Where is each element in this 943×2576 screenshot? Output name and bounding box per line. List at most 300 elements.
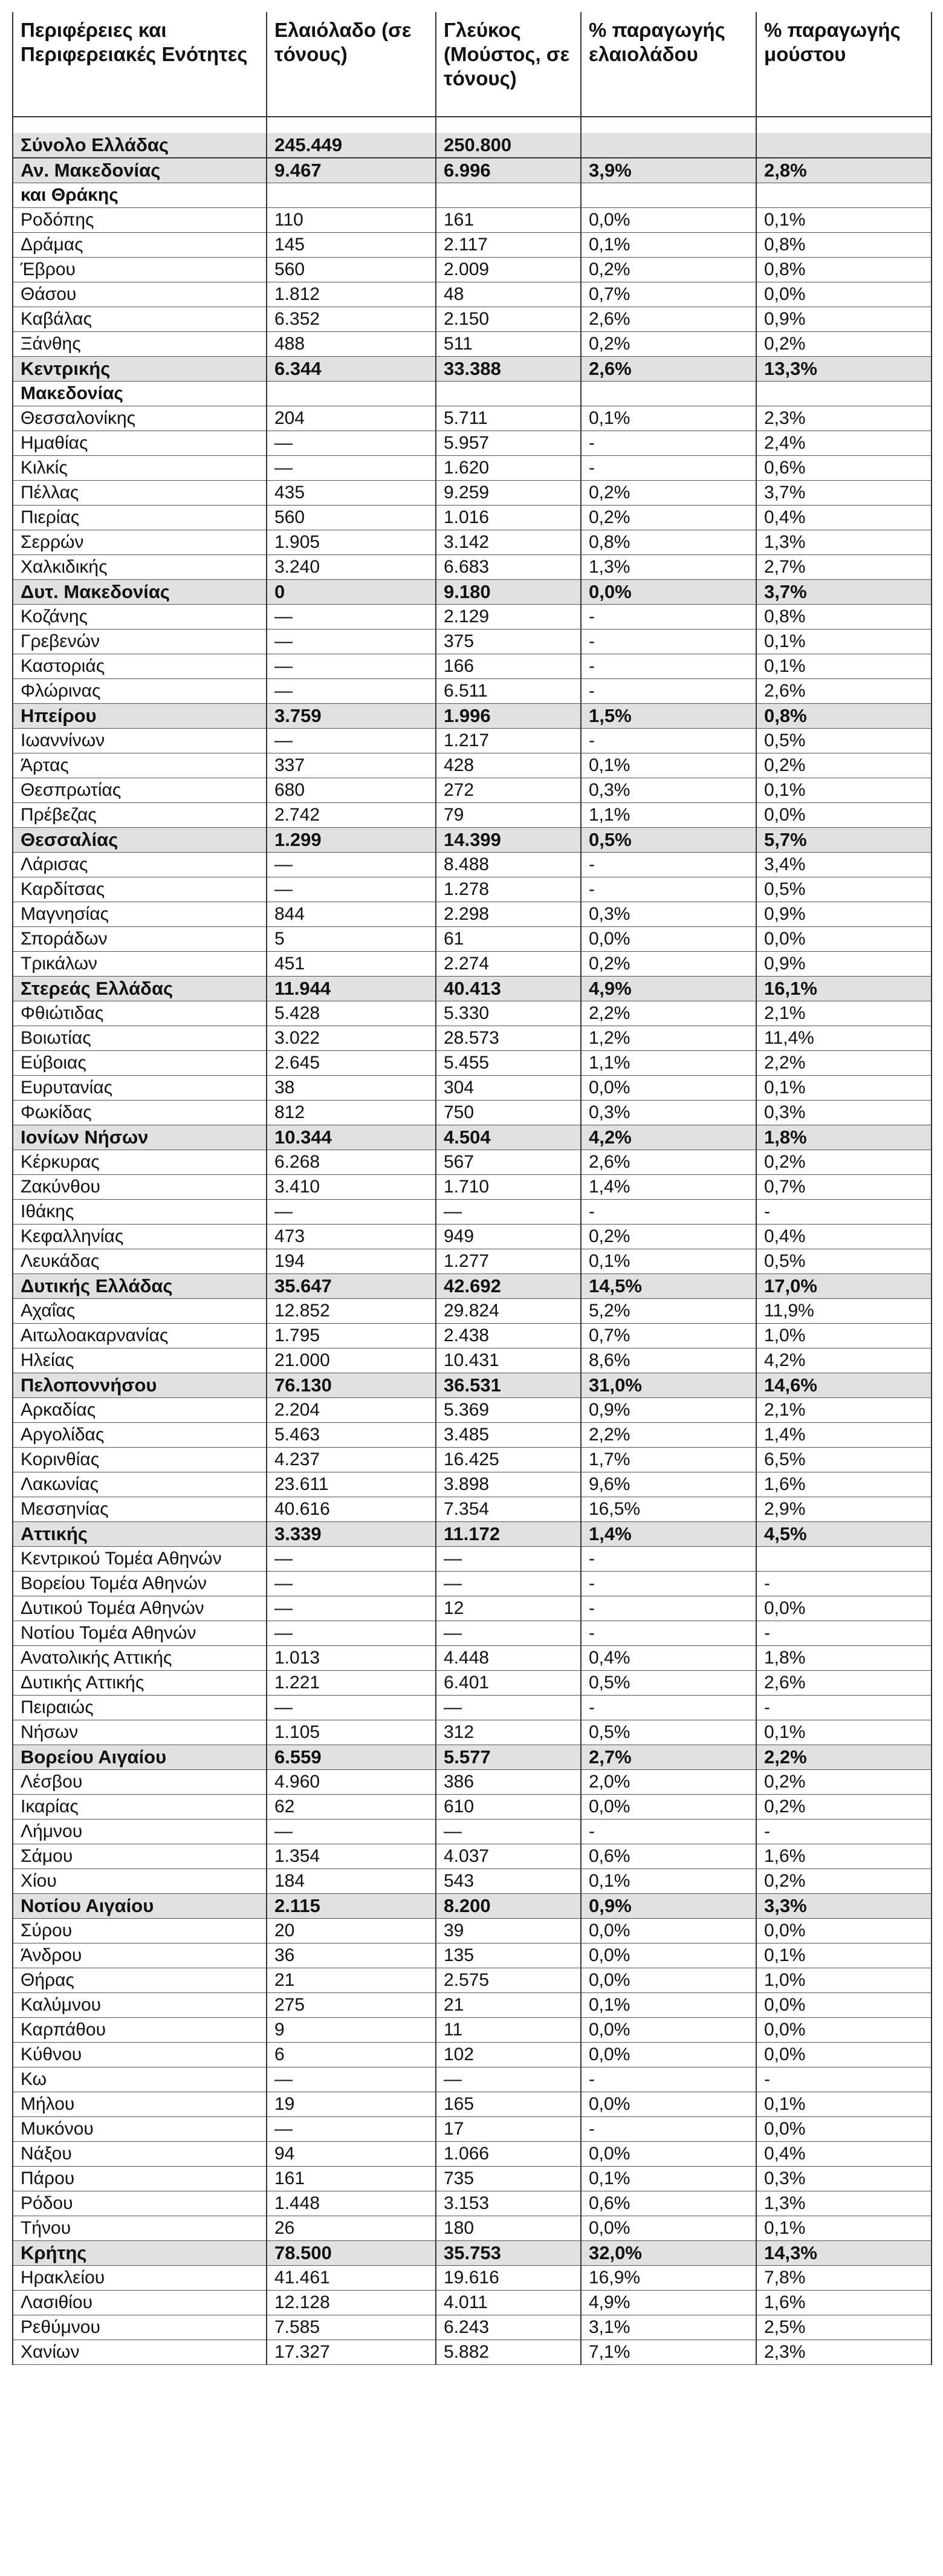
cell-must-tonnes: 5.455 [436, 1051, 581, 1076]
cell-olive-oil-tonnes: 2.204 [267, 1398, 436, 1423]
table-row [13, 1770, 932, 1795]
cell-olive-oil-tonnes: 3.240 [267, 555, 436, 580]
cell-olive-oil-tonnes: — [267, 654, 436, 679]
cell-olive-oil-tonnes: 1.105 [267, 1720, 436, 1745]
table-row [13, 406, 932, 431]
cell-olive-oil-share: 2,2% [581, 1423, 756, 1448]
cell-olive-oil-share: 0,0% [581, 2142, 756, 2167]
cell-olive-oil-share: - [581, 629, 756, 654]
table-row [13, 1844, 932, 1869]
cell-olive-oil-tonnes: — [267, 877, 436, 902]
cell-olive-oil-share: - [581, 729, 756, 753]
table-row [13, 1324, 932, 1348]
table-row [13, 1101, 932, 1125]
table-row [13, 2067, 932, 2092]
cell-must-tonnes: 949 [436, 1225, 581, 1249]
cell-must-share: 14,3% [756, 2241, 932, 2266]
cell-must-tonnes: 48 [436, 282, 581, 307]
cell-olive-oil-tonnes: 1.221 [267, 1671, 436, 1696]
cell-olive-oil-tonnes [267, 382, 436, 406]
cell-region-name: Χίου [13, 1869, 267, 1894]
cell-region-name: Θάσου [13, 282, 267, 307]
cell-region-name: Λακωνίας [13, 1472, 267, 1497]
cell-region-name: Νοτίου Αιγαίου [13, 1894, 267, 1919]
cell-olive-oil-tonnes: — [267, 1621, 436, 1646]
cell-must-share: 1,8% [756, 1125, 932, 1150]
cell-olive-oil-share: 0,2% [581, 1225, 756, 1249]
cell-must-share: 2,3% [756, 406, 932, 431]
cell-olive-oil-tonnes: 12.852 [267, 1299, 436, 1324]
cell-must-share: 0,3% [756, 2167, 932, 2191]
cell-olive-oil-share: - [581, 456, 756, 481]
table-row [13, 2092, 932, 2117]
table-row [13, 258, 932, 282]
cell-olive-oil-tonnes: 21.000 [267, 1348, 436, 1373]
cell-must-share: 0,4% [756, 2142, 932, 2167]
cell-must-share: 0,8% [756, 605, 932, 629]
table-row [13, 1696, 932, 1720]
cell-must-tonnes: 180 [436, 2216, 581, 2241]
cell-must-tonnes: 28.573 [436, 1026, 581, 1051]
cell-olive-oil-tonnes: 451 [267, 952, 436, 977]
table-row [13, 282, 932, 307]
cell-must-share: 1,4% [756, 1423, 932, 1448]
cell-must-share: 0,8% [756, 704, 932, 729]
cell-must-share: 3,7% [756, 580, 932, 605]
table-row [13, 654, 932, 679]
cell-region-name: Σάμου [13, 1844, 267, 1869]
cell-region-name: Νήσων [13, 1720, 267, 1745]
table-row [13, 2191, 932, 2216]
cell-must-tonnes: — [436, 1696, 581, 1720]
region-continuation-row [13, 183, 932, 208]
cell-olive-oil-tonnes: 9.467 [267, 158, 436, 183]
cell-olive-oil-share: 0,7% [581, 282, 756, 307]
cell-must-tonnes: 375 [436, 629, 581, 654]
cell-olive-oil-share: 32,0% [581, 2241, 756, 2266]
cell-region-name: Έβρου [13, 258, 267, 282]
cell-must-share: - [756, 1572, 932, 1596]
table-row [13, 1869, 932, 1894]
cell-must-share: 0,6% [756, 456, 932, 481]
cell-olive-oil-share: 1,1% [581, 1051, 756, 1076]
region-row [13, 1522, 932, 1547]
cell-olive-oil-share: 0,2% [581, 332, 756, 357]
cell-olive-oil-share: 0,9% [581, 1894, 756, 1919]
cell-region-name: Φθιώτιδας [13, 1001, 267, 1026]
cell-region-name: Αν. Μακεδονίας [13, 158, 267, 183]
region-row [13, 1373, 932, 1398]
cell-must-tonnes: — [436, 1621, 581, 1646]
cell-olive-oil-share [581, 183, 756, 208]
cell-olive-oil-share: 2,6% [581, 307, 756, 332]
region-row [13, 158, 932, 183]
cell-must-tonnes: 135 [436, 1943, 581, 1968]
cell-olive-oil-tonnes: — [267, 1820, 436, 1844]
cell-region-name: Πέλλας [13, 481, 267, 506]
cell-olive-oil-share: - [581, 1621, 756, 1646]
cell-must-share: 0,2% [756, 332, 932, 357]
cell-must-share: 2,1% [756, 1398, 932, 1423]
table-row [13, 1348, 932, 1373]
cell-must-share: 0,1% [756, 2092, 932, 2117]
cell-must-share: 2,7% [756, 555, 932, 580]
cell-must-share: 0,0% [756, 2018, 932, 2043]
table-row [13, 530, 932, 555]
spacer-row [13, 117, 932, 133]
cell-olive-oil-tonnes: — [267, 853, 436, 877]
cell-must-tonnes: 10.431 [436, 1348, 581, 1373]
cell-olive-oil-share: 0,5% [581, 828, 756, 853]
cell-olive-oil-share: 2,6% [581, 1150, 756, 1175]
cell-must-tonnes: 1.217 [436, 729, 581, 753]
cell-olive-oil-share: 0,0% [581, 580, 756, 605]
cell-olive-oil-tonnes: 41.461 [267, 2266, 436, 2291]
cell-region-name: Θήρας [13, 1968, 267, 1993]
cell-olive-oil-tonnes: 40.616 [267, 1497, 436, 1522]
cell-olive-oil-tonnes: 23.611 [267, 1472, 436, 1497]
cell-must-tonnes [436, 183, 581, 208]
table-row [13, 1001, 932, 1026]
cell-olive-oil-share: 0,2% [581, 258, 756, 282]
cell-olive-oil-share: 0,9% [581, 1398, 756, 1423]
cell-must-share: 0,0% [756, 927, 932, 952]
region-row [13, 2241, 932, 2266]
cell-olive-oil-share: 0,0% [581, 2018, 756, 2043]
header-olive-oil-share: % παραγωγής ελαιολάδου [581, 12, 756, 117]
cell-olive-oil-share: 0,4% [581, 1646, 756, 1671]
cell-olive-oil-share: - [581, 2067, 756, 2092]
cell-must-share: 0,1% [756, 208, 932, 233]
cell-region-name: Κιλκίς [13, 456, 267, 481]
cell-olive-oil-tonnes: 78.500 [267, 2241, 436, 2266]
cell-must-share: - [756, 1621, 932, 1646]
cell-region-name: Λάρισας [13, 853, 267, 877]
region-row [13, 1745, 932, 1770]
cell-region-name: Νάξου [13, 2142, 267, 2167]
cell-olive-oil-tonnes: 3.410 [267, 1175, 436, 1200]
table-row [13, 1646, 932, 1671]
cell-region-name: Μαγνησίας [13, 902, 267, 927]
cell-region-name: Στερεάς Ελλάδας [13, 977, 267, 1001]
cell-olive-oil-tonnes: 5 [267, 927, 436, 952]
header-must-share: % παραγωγής μούστου [756, 12, 932, 117]
cell-olive-oil-share: 3,1% [581, 2315, 756, 2340]
cell-region-name: Νοτίου Τομέα Αθηνών [13, 1621, 267, 1646]
cell-must-share: 1,0% [756, 1968, 932, 1993]
cell-olive-oil-share: 0,3% [581, 778, 756, 803]
cell-must-tonnes: — [436, 2067, 581, 2092]
cell-must-share: 3,3% [756, 1894, 932, 1919]
cell-olive-oil-share: 0,7% [581, 1324, 756, 1348]
cell-olive-oil-share: 1,4% [581, 1175, 756, 1200]
table-row [13, 2167, 932, 2191]
cell-olive-oil-share: 31,0% [581, 1373, 756, 1398]
cell-must-tonnes: 1.277 [436, 1249, 581, 1274]
table-row [13, 952, 932, 977]
cell-must-tonnes: 750 [436, 1101, 581, 1125]
table-row [13, 1423, 932, 1448]
cell-must-share: - [756, 2067, 932, 2092]
cell-must-tonnes: 61 [436, 927, 581, 952]
cell-must-share: 0,0% [756, 803, 932, 828]
table-row [13, 332, 932, 357]
cell-olive-oil-share: 0,0% [581, 2092, 756, 2117]
cell-must-tonnes: 29.824 [436, 1299, 581, 1324]
cell-must-share: 0,9% [756, 902, 932, 927]
cell-olive-oil-share: 0,0% [581, 1943, 756, 1968]
cell-region-name: Πειραιώς [13, 1696, 267, 1720]
cell-region-name: Ζακύνθου [13, 1175, 267, 1200]
cell-olive-oil-share: - [581, 679, 756, 704]
cell-olive-oil-share: - [581, 1572, 756, 1596]
cell-olive-oil-share: 0,1% [581, 233, 756, 258]
cell-olive-oil-share: 4,9% [581, 977, 756, 1001]
cell-olive-oil-share: 0,3% [581, 1101, 756, 1125]
cell-olive-oil-share: - [581, 877, 756, 902]
cell-must-tonnes: 36.531 [436, 1373, 581, 1398]
cell-must-share: 0,0% [756, 282, 932, 307]
cell-olive-oil-tonnes: 275 [267, 1993, 436, 2018]
cell-must-share: - [756, 1200, 932, 1225]
cell-must-share: 0,4% [756, 1225, 932, 1249]
cell-olive-oil-tonnes: 0 [267, 580, 436, 605]
cell-must-share: 1,0% [756, 1324, 932, 1348]
cell-olive-oil-tonnes: 4.960 [267, 1770, 436, 1795]
table-row [13, 1572, 932, 1596]
cell-must-share: 0,5% [756, 1249, 932, 1274]
spacer-cell [581, 117, 756, 133]
cell-must-tonnes: 1.996 [436, 704, 581, 729]
cell-olive-oil-tonnes: 1.812 [267, 282, 436, 307]
table-row [13, 1249, 932, 1274]
cell-must-share [756, 1547, 932, 1572]
cell-must-tonnes: 4.448 [436, 1646, 581, 1671]
cell-must-tonnes: 33.388 [436, 357, 581, 382]
cell-must-share: 1,8% [756, 1646, 932, 1671]
cell-must-tonnes [436, 382, 581, 406]
cell-olive-oil-tonnes: 161 [267, 2167, 436, 2191]
table-row [13, 605, 932, 629]
table-row [13, 2142, 932, 2167]
cell-olive-oil-share: - [581, 853, 756, 877]
cell-olive-oil-tonnes: 6.352 [267, 307, 436, 332]
cell-must-tonnes: 2.117 [436, 233, 581, 258]
cell-olive-oil-tonnes: 435 [267, 481, 436, 506]
cell-region-name: Αρκαδίας [13, 1398, 267, 1423]
cell-olive-oil-tonnes: 6.268 [267, 1150, 436, 1175]
cell-olive-oil-share: 0,8% [581, 530, 756, 555]
cell-olive-oil-share [581, 382, 756, 406]
cell-olive-oil-share: 1,7% [581, 1448, 756, 1472]
cell-olive-oil-tonnes: 76.130 [267, 1373, 436, 1398]
cell-region-name: Κεντρικού Τομέα Αθηνών [13, 1547, 267, 1572]
cell-region-name: Φλώρινας [13, 679, 267, 704]
cell-olive-oil-tonnes: — [267, 1572, 436, 1596]
cell-must-tonnes: 1.066 [436, 2142, 581, 2167]
cell-olive-oil-tonnes: 560 [267, 258, 436, 282]
table-row [13, 1175, 932, 1200]
cell-must-share: 0,2% [756, 1795, 932, 1820]
table-row [13, 1720, 932, 1745]
cell-must-share: 2,1% [756, 1001, 932, 1026]
table-row [13, 2117, 932, 2142]
cell-region-name: Εύβοιας [13, 1051, 267, 1076]
table-row [13, 753, 932, 778]
cell-must-tonnes: 312 [436, 1720, 581, 1745]
cell-region-name: Βορείου Αιγαίου [13, 1745, 267, 1770]
cell-olive-oil-share: 3,9% [581, 158, 756, 183]
cell-olive-oil-tonnes: 38 [267, 1076, 436, 1101]
cell-olive-oil-tonnes: — [267, 456, 436, 481]
table-row [13, 877, 932, 902]
cell-must-share: 0,5% [756, 877, 932, 902]
cell-must-share [756, 133, 932, 158]
cell-olive-oil-tonnes: 19 [267, 2092, 436, 2117]
cell-region-name: Αιτωλοακαρνανίας [13, 1324, 267, 1348]
cell-olive-oil-tonnes: 184 [267, 1869, 436, 1894]
cell-olive-oil-share: 1,5% [581, 704, 756, 729]
spacer-cell [436, 117, 581, 133]
cell-region-name: Λέσβου [13, 1770, 267, 1795]
cell-region-name: Μεσσηνίας [13, 1497, 267, 1522]
cell-olive-oil-share: - [581, 1547, 756, 1572]
cell-olive-oil-share: 2,6% [581, 357, 756, 382]
cell-must-tonnes: 7.354 [436, 1497, 581, 1522]
cell-must-share: 1,6% [756, 1844, 932, 1869]
region-row [13, 357, 932, 382]
cell-must-share: 17,0% [756, 1274, 932, 1299]
table-row [13, 1968, 932, 1993]
spacer-cell [13, 117, 267, 133]
cell-must-tonnes: 5.577 [436, 1745, 581, 1770]
cell-olive-oil-tonnes: 10.344 [267, 1125, 436, 1150]
region-row [13, 704, 932, 729]
cell-region-name: Κεντρικής [13, 357, 267, 382]
cell-olive-oil-tonnes: 194 [267, 1249, 436, 1274]
cell-must-share: 6,5% [756, 1448, 932, 1472]
cell-must-share: 2,2% [756, 1745, 932, 1770]
cell-olive-oil-share: 0,0% [581, 208, 756, 233]
cell-must-share: - [756, 1820, 932, 1844]
table-row [13, 1497, 932, 1522]
cell-region-name: Σύνολο Ελλάδας [13, 133, 267, 158]
cell-region-name: Πάρου [13, 2167, 267, 2191]
region-row [13, 977, 932, 1001]
cell-must-tonnes: 11.172 [436, 1522, 581, 1547]
cell-olive-oil-tonnes: 488 [267, 332, 436, 357]
cell-olive-oil-share: - [581, 654, 756, 679]
cell-olive-oil-share: 0,5% [581, 1671, 756, 1696]
cell-olive-oil-share: 1,1% [581, 803, 756, 828]
cell-must-share: 0,7% [756, 1175, 932, 1200]
region-row [13, 1274, 932, 1299]
cell-must-share: 16,1% [756, 977, 932, 1001]
header-olive-oil: Ελαιόλαδο (σε τόνους) [267, 12, 436, 117]
table-row [13, 431, 932, 456]
cell-olive-oil-share: 0,3% [581, 902, 756, 927]
cell-olive-oil-share: - [581, 1696, 756, 1720]
cell-must-share: 1,6% [756, 1472, 932, 1497]
cell-must-tonnes: 42.692 [436, 1274, 581, 1299]
cell-region-name: Ξάνθης [13, 332, 267, 357]
cell-region-name: Αργολίδας [13, 1423, 267, 1448]
table-row [13, 853, 932, 877]
cell-must-share: 0,0% [756, 1919, 932, 1943]
cell-must-tonnes: 6.401 [436, 1671, 581, 1696]
table-row [13, 2266, 932, 2291]
table-row [13, 1671, 932, 1696]
cell-olive-oil-share: 0,1% [581, 406, 756, 431]
spacer-cell [267, 117, 436, 133]
region-row [13, 1125, 932, 1150]
cell-olive-oil-share: 9,6% [581, 1472, 756, 1497]
table-row [13, 1472, 932, 1497]
cell-olive-oil-share: - [581, 431, 756, 456]
cell-must-share: 5,7% [756, 828, 932, 853]
cell-region-name: Κορινθίας [13, 1448, 267, 1472]
cell-olive-oil-share: 0,0% [581, 1076, 756, 1101]
cell-olive-oil-tonnes: 560 [267, 506, 436, 530]
cell-region-name: Ηρακλείου [13, 2266, 267, 2291]
cell-olive-oil-share [581, 133, 756, 158]
table-row [13, 506, 932, 530]
table-row [13, 1076, 932, 1101]
cell-olive-oil-tonnes: 2.742 [267, 803, 436, 828]
cell-must-tonnes: 2.298 [436, 902, 581, 927]
cell-must-share: 2,9% [756, 1497, 932, 1522]
cell-must-tonnes: — [436, 1820, 581, 1844]
cell-must-tonnes: 1.620 [436, 456, 581, 481]
table-row [13, 902, 932, 927]
cell-olive-oil-tonnes: 6.559 [267, 1745, 436, 1770]
cell-region-name: Μήλου [13, 2092, 267, 2117]
cell-must-share [756, 382, 932, 406]
cell-olive-oil-share: 1,3% [581, 555, 756, 580]
cell-must-tonnes: 6.996 [436, 158, 581, 183]
table-row [13, 2340, 932, 2365]
cell-olive-oil-share: 0,6% [581, 2191, 756, 2216]
cell-must-tonnes: 6.511 [436, 679, 581, 704]
cell-must-share [756, 183, 932, 208]
cell-olive-oil-tonnes: 6.344 [267, 357, 436, 382]
cell-region-name: Βορείου Τομέα Αθηνών [13, 1572, 267, 1596]
cell-olive-oil-tonnes: 1.905 [267, 530, 436, 555]
cell-must-share: 2,4% [756, 431, 932, 456]
cell-olive-oil-tonnes: — [267, 2067, 436, 2092]
cell-olive-oil-tonnes: 245.449 [267, 133, 436, 158]
cell-olive-oil-tonnes: 21 [267, 1968, 436, 1993]
cell-must-tonnes: 3.142 [436, 530, 581, 555]
table-row [13, 1596, 932, 1621]
cell-must-share: 3,7% [756, 481, 932, 506]
cell-must-share: 2,6% [756, 679, 932, 704]
cell-olive-oil-share: 8,6% [581, 1348, 756, 1373]
table-row [13, 2018, 932, 2043]
cell-olive-oil-share: 0,1% [581, 1249, 756, 1274]
cell-region-name: Ανατολικής Αττικής [13, 1646, 267, 1671]
cell-must-tonnes: 5.330 [436, 1001, 581, 1026]
table-row [13, 1299, 932, 1324]
cell-olive-oil-share: 0,0% [581, 1968, 756, 1993]
cell-region-name: Ροδόπης [13, 208, 267, 233]
cell-must-share: 0,1% [756, 2216, 932, 2241]
cell-must-tonnes: 1.278 [436, 877, 581, 902]
cell-region-name: Ιωαννίνων [13, 729, 267, 753]
cell-must-tonnes: 2.438 [436, 1324, 581, 1348]
cell-olive-oil-share: 0,1% [581, 1993, 756, 2018]
production-table [12, 12, 932, 2365]
